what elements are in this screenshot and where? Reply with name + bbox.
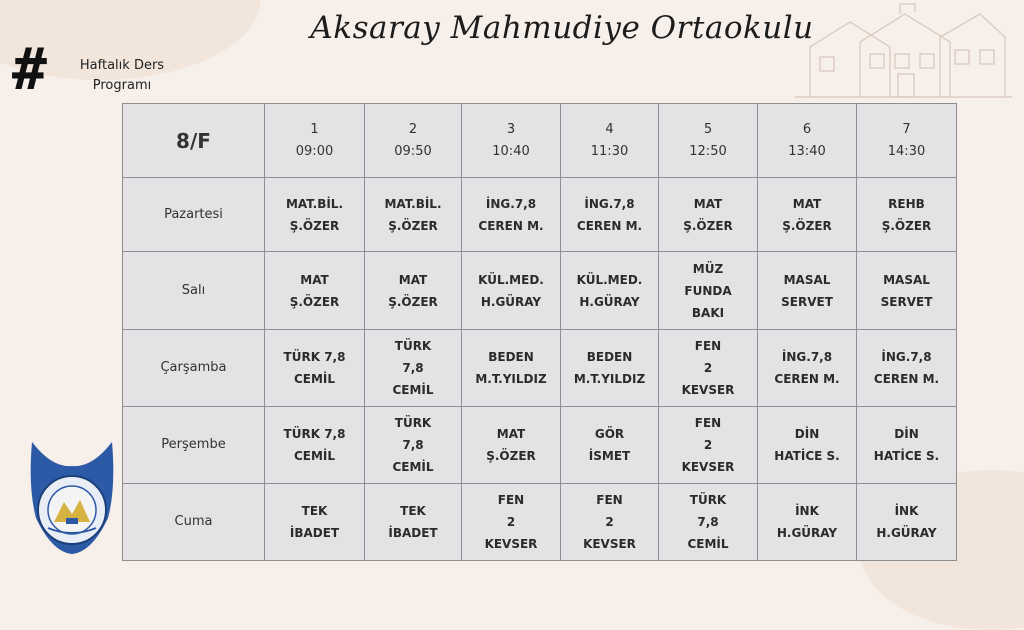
lesson-cell: TEK İBADET <box>365 484 462 561</box>
lesson-cell: MAT Ş.ÖZER <box>758 178 857 252</box>
day-name: Salı <box>123 252 265 330</box>
period-number: 5 <box>703 121 713 137</box>
lesson-cell: DİN HATİCE S. <box>758 407 857 484</box>
schedule-row <box>123 407 957 484</box>
day-name: Cuma <box>123 484 265 561</box>
page-title: Aksaray Mahmudiye Ortaokulu <box>310 10 814 46</box>
period-number: 2 <box>408 121 418 137</box>
hash-icon: # <box>12 35 47 103</box>
lesson-cell: GÖR İSMET <box>561 407 659 484</box>
period-number: 3 <box>506 121 516 137</box>
lesson-cell: TÜRK 7,8 CEMİL <box>265 330 365 407</box>
lesson-cell: MÜZ FUNDA BAKI <box>659 252 758 330</box>
lesson-cell: MAT.BİL. Ş.ÖZER <box>265 178 365 252</box>
period-header <box>758 104 857 178</box>
subtitle <box>72 56 172 96</box>
period-header <box>561 104 659 178</box>
period-time: 13:40 <box>788 143 826 159</box>
lesson-cell: MAT Ş.ÖZER <box>265 252 365 330</box>
schedule-row <box>123 178 957 252</box>
lesson-cell: MAT Ş.ÖZER <box>462 407 561 484</box>
period-number: 6 <box>802 121 812 137</box>
lesson-cell: TÜRK 7,8 CEMİL <box>265 407 365 484</box>
lesson-cell: MAT.BİL. Ş.ÖZER <box>365 178 462 252</box>
lesson-cell: KÜL.MED. H.GÜRAY <box>462 252 561 330</box>
lesson-cell: MASAL SERVET <box>758 252 857 330</box>
lesson-cell: TÜRK 7,8 CEMİL <box>659 484 758 561</box>
school-building-icon <box>790 2 1015 100</box>
schedule-row <box>123 330 957 407</box>
period-time: 10:40 <box>492 143 530 159</box>
subtitle-line-1: Haftalık Ders <box>79 58 165 73</box>
period-time: 12:50 <box>689 143 727 159</box>
lesson-cell: TEK İBADET <box>265 484 365 561</box>
weekly-schedule-table <box>122 103 957 561</box>
lesson-cell: BEDEN M.T.YILDIZ <box>561 330 659 407</box>
day-name: Pazartesi <box>123 178 265 252</box>
period-number: 7 <box>902 121 911 137</box>
lesson-cell: İNG.7,8 CEREN M. <box>462 178 561 252</box>
lesson-cell: BEDEN M.T.YILDIZ <box>462 330 561 407</box>
day-name: Çarşamba <box>123 330 265 407</box>
period-header <box>365 104 462 178</box>
class-name-cell: 8/F <box>123 104 265 178</box>
period-number: 4 <box>605 121 614 137</box>
schedule-row <box>123 484 957 561</box>
schedule-row <box>123 252 957 330</box>
period-time: 11:30 <box>590 143 629 159</box>
lesson-cell: FEN 2 KEVSER <box>659 330 758 407</box>
lesson-cell: İNG.7,8 CEREN M. <box>758 330 857 407</box>
lesson-cell: MAT Ş.ÖZER <box>659 178 758 252</box>
lesson-cell: TÜRK 7,8 CEMİL <box>365 330 462 407</box>
lesson-cell: İNK H.GÜRAY <box>857 484 957 561</box>
lesson-cell: FEN 2 KEVSER <box>561 484 659 561</box>
lesson-cell: REHB Ş.ÖZER <box>857 178 957 252</box>
period-header <box>265 104 365 178</box>
lesson-cell: TÜRK 7,8 CEMİL <box>365 407 462 484</box>
header-row <box>123 104 957 178</box>
period-header <box>857 104 957 178</box>
school-logo-icon <box>22 438 122 558</box>
lesson-cell: MASAL SERVET <box>857 252 957 330</box>
period-header <box>462 104 561 178</box>
subtitle-line-2: Programı <box>92 78 152 93</box>
period-number: 1 <box>310 121 319 137</box>
period-time: 14:30 <box>887 143 926 159</box>
lesson-cell: İNG.7,8 CEREN M. <box>561 178 659 252</box>
lesson-cell: FEN 2 KEVSER <box>462 484 561 561</box>
period-time: 09:50 <box>394 143 432 159</box>
lesson-cell: KÜL.MED. H.GÜRAY <box>561 252 659 330</box>
lesson-cell: DİN HATİCE S. <box>857 407 957 484</box>
period-time: 09:00 <box>295 143 334 159</box>
lesson-cell: MAT Ş.ÖZER <box>365 252 462 330</box>
lesson-cell: İNG.7,8 CEREN M. <box>857 330 957 407</box>
lesson-cell: İNK H.GÜRAY <box>758 484 857 561</box>
period-header <box>659 104 758 178</box>
day-name: Perşembe <box>123 407 265 484</box>
lesson-cell: FEN 2 KEVSER <box>659 407 758 484</box>
